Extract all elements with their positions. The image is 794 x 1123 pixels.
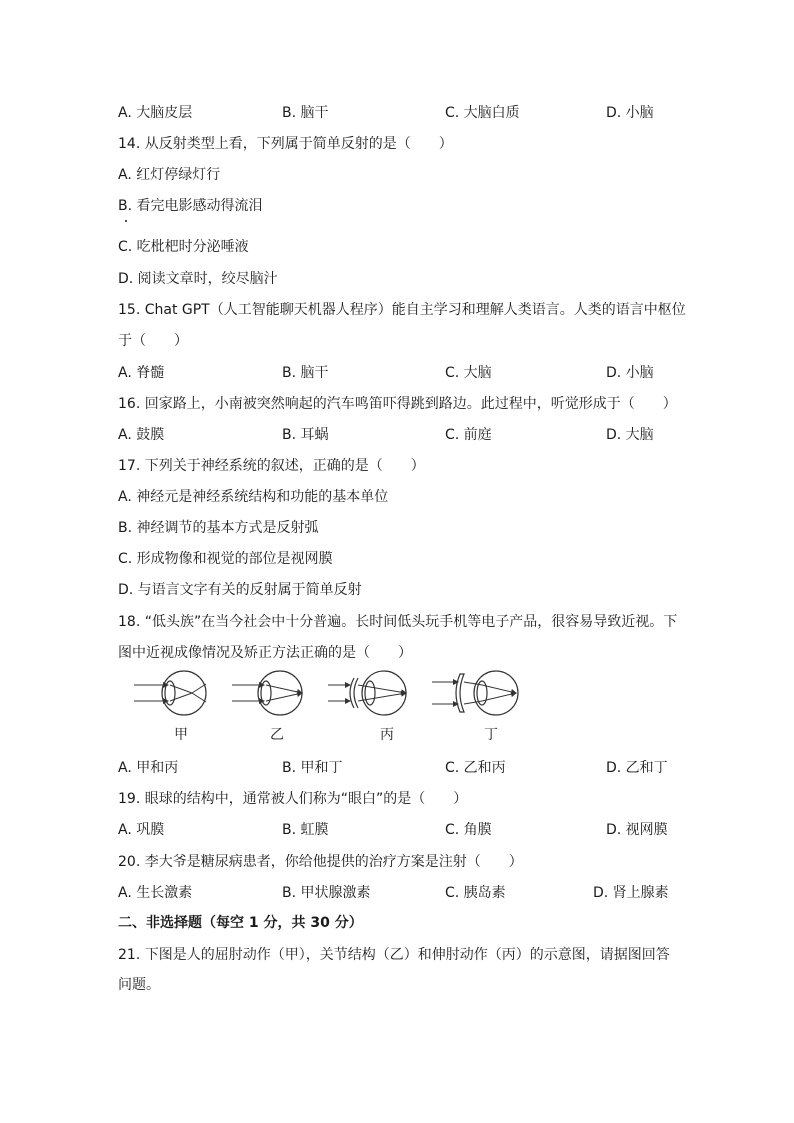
q16-stem: 16. 回家路上，小南被突然响起的汽车鸣笛吓得跳到路边。此过程中，听觉形成于（ ） bbox=[118, 396, 677, 412]
q20-option-d: D. 肾上腺素 bbox=[593, 885, 669, 901]
q18-option-c: C. 乙和丙 bbox=[445, 760, 506, 776]
section-heading: 二、非选择题（每空 1 分，共 30 分） bbox=[118, 915, 363, 931]
eye-diagram-jia bbox=[130, 668, 210, 718]
eye-diagram-ding bbox=[430, 668, 530, 718]
q14-option-a: A. 红灯停绿灯行 bbox=[118, 167, 221, 183]
q16-option-c: C. 前庭 bbox=[445, 427, 492, 443]
q15-stem-line2: 于（ ） bbox=[118, 333, 188, 349]
q18-option-d: D. 乙和丁 bbox=[606, 760, 668, 776]
figure-label-ding: 丁 bbox=[484, 727, 498, 743]
q14-option-b: B. 看完电影感动得流泪 bbox=[118, 198, 263, 214]
q20-option-a: A. 生长激素 bbox=[118, 885, 193, 901]
q13-option-b: B. 脑干 bbox=[282, 105, 329, 121]
q20-option-b: B. 甲状腺激素 bbox=[282, 885, 371, 901]
q17-option-c: C. 形成物像和视觉的部位是视网膜 bbox=[118, 551, 333, 567]
q19-options bbox=[118, 820, 678, 840]
q18-option-b: B. 甲和丁 bbox=[282, 760, 343, 776]
q19-option-b: B. 虹膜 bbox=[282, 822, 329, 838]
q19-option-c: C. 角膜 bbox=[445, 822, 492, 838]
q13-options bbox=[118, 103, 678, 123]
q21-stem-line1: 21. 下图是人的屈肘动作（甲），关节结构（乙）和伸肘动作（丙）的示意图，请据图回答 bbox=[118, 947, 670, 963]
q17-stem: 17. 下列关于神经系统的叙述，正确的是（ ） bbox=[118, 458, 425, 474]
q16-option-d: D. 大脑 bbox=[606, 427, 654, 443]
q19-stem: 19. 眼球的结构中，通常被人们称为“眼白”的是（ ） bbox=[118, 791, 468, 807]
q15-option-a: A. 脊髓 bbox=[118, 365, 165, 381]
q13-option-d: D. 小脑 bbox=[606, 105, 654, 121]
q15-option-b: B. 脑干 bbox=[282, 365, 329, 381]
q13-option-a: A. 大脑皮层 bbox=[118, 105, 193, 121]
q17-option-b: B. 神经调节的基本方式是反射弧 bbox=[118, 520, 319, 536]
q15-option-c: C. 大脑 bbox=[445, 365, 492, 381]
q16-option-a: A. 鼓膜 bbox=[118, 427, 165, 443]
q19-option-a: A. 巩膜 bbox=[118, 822, 165, 838]
eye-diagram-figure bbox=[130, 668, 530, 750]
q15-option-d: D. 小脑 bbox=[606, 365, 654, 381]
q16-options bbox=[118, 425, 678, 445]
q19-option-d: D. 视网膜 bbox=[606, 822, 668, 838]
q15-stem-line1: 15. Chat GPT（人工智能聊天机器人程序）能自主学习和理解人类语言。人类的语言中枢位 bbox=[118, 302, 686, 318]
eye-diagram-bing bbox=[326, 668, 416, 718]
figure-label-jia: 甲 bbox=[174, 727, 188, 743]
q13-option-c: C. 大脑白质 bbox=[445, 105, 520, 121]
q14-option-d: D. 阅读文章时，绞尽脑汁 bbox=[118, 271, 278, 287]
q18-stem-line2: 图中近视成像情况及矫正方法正确的是（ ） bbox=[118, 645, 412, 661]
q18-options bbox=[118, 758, 678, 778]
q18-option-a: A. 甲和丙 bbox=[118, 760, 179, 776]
q17-option-a: A. 神经元是神经系统结构和功能的基本单位 bbox=[118, 489, 389, 505]
stray-dot bbox=[125, 220, 127, 222]
figure-label-bing: 丙 bbox=[380, 727, 394, 743]
q16-option-b: B. 耳蜗 bbox=[282, 427, 329, 443]
q21-stem-line2: 问题。 bbox=[118, 977, 160, 993]
q14-stem: 14. 从反射类型上看，下列属于简单反射的是（ ） bbox=[118, 136, 453, 152]
q14-option-c: C. 吃枇杷时分泌唾液 bbox=[118, 239, 249, 255]
q17-option-d: D. 与语言文字有关的反射属于简单反射 bbox=[118, 582, 362, 598]
q20-option-c: C. 胰岛素 bbox=[445, 885, 506, 901]
q18-stem-line1: 18. “低头族”在当今社会中十分普遍。长时间低头玩手机等电子产品，很容易导致近视。下 bbox=[118, 614, 678, 630]
q20-stem: 20. 李大爷是糖尿病患者，你给他提供的治疗方案是注射（ ） bbox=[118, 854, 523, 870]
eye-diagram-yi bbox=[230, 668, 310, 718]
figure-label-yi: 乙 bbox=[270, 727, 284, 743]
q15-options bbox=[118, 363, 678, 383]
q20-options bbox=[118, 883, 678, 903]
